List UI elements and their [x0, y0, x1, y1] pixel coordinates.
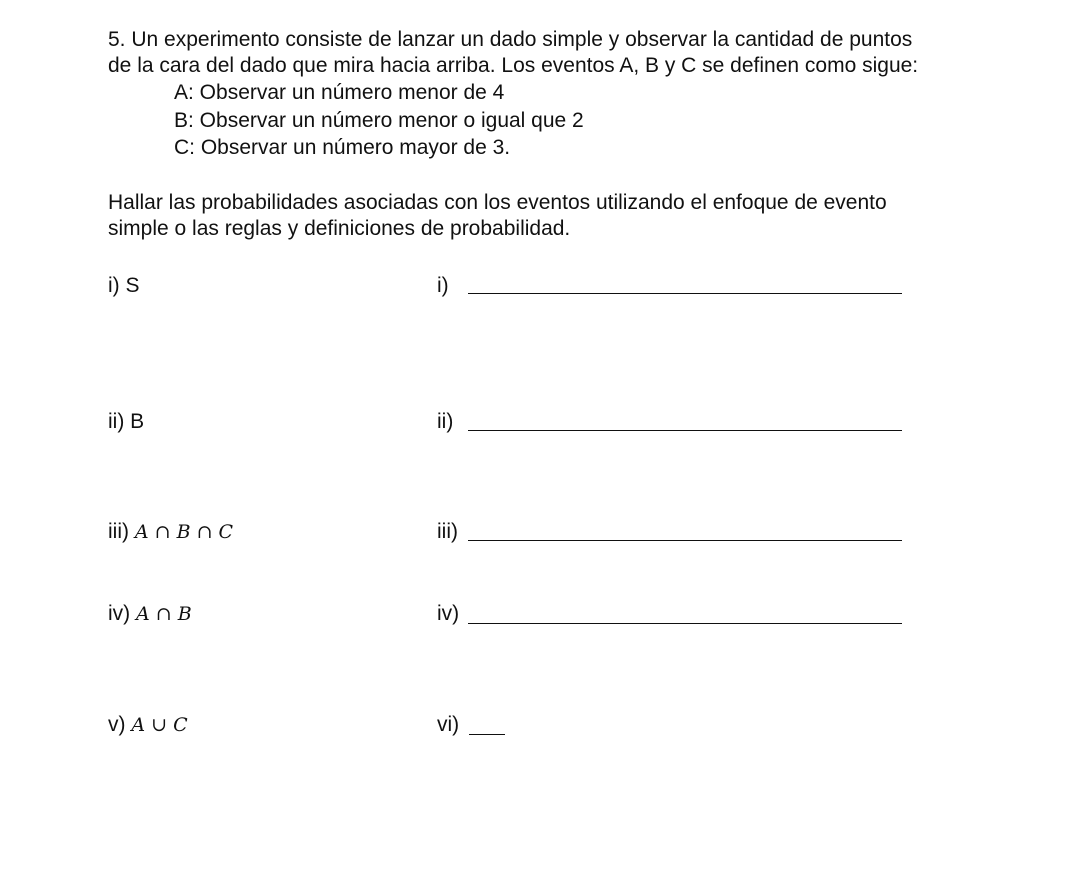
question-label: [108, 712, 188, 738]
question-number: ii): [108, 410, 125, 433]
answer-label: i): [437, 274, 449, 297]
question-expression: S: [125, 274, 140, 297]
question-label: [108, 409, 144, 435]
answer-blank-line[interactable]: [468, 623, 902, 624]
question-number: iv): [108, 602, 131, 625]
question-expression: A ∩ B ∩ C: [134, 521, 234, 543]
question-number: i): [108, 274, 120, 297]
event-b-definition: B: Observar un número menor o igual que 2: [174, 109, 584, 132]
answer-blank-line[interactable]: [468, 540, 902, 541]
question-expression: B: [130, 410, 145, 433]
question-expression: A ∩ B: [136, 603, 192, 625]
instructions-line-1: Hallar las probabilidades asociadas con los eventos utilizando el enfoque de evento: [108, 191, 887, 214]
question-expression: A ∪ C: [131, 714, 188, 736]
question-number: iii): [108, 520, 129, 543]
answer-label: iii): [437, 520, 458, 543]
instructions-line-2: simple o las reglas y definiciones de probabilidad.: [108, 217, 571, 240]
answer-blank-line[interactable]: [468, 293, 902, 294]
answer-label: ii): [437, 410, 454, 433]
question-label: [108, 601, 192, 627]
question-number: v): [108, 713, 126, 736]
question-label: [108, 519, 233, 545]
problem-statement-line-2: de la cara del dado que mira hacia arriba. Los eventos A, B y C se definen como sigue:: [108, 54, 919, 77]
answer-label: iv): [437, 602, 460, 625]
answer-blank-line[interactable]: [468, 430, 902, 431]
question-label: [108, 273, 140, 299]
problem-statement-line-1: 5. Un experimento consiste de lanzar un dado simple y observar la cantidad de puntos: [108, 28, 913, 51]
event-a-definition: A: Observar un número menor de 4: [174, 81, 505, 104]
answer-blank-line[interactable]: [469, 734, 505, 735]
answer-label: vi): [437, 713, 460, 736]
event-c-definition: C: Observar un número mayor de 3.: [174, 136, 511, 159]
